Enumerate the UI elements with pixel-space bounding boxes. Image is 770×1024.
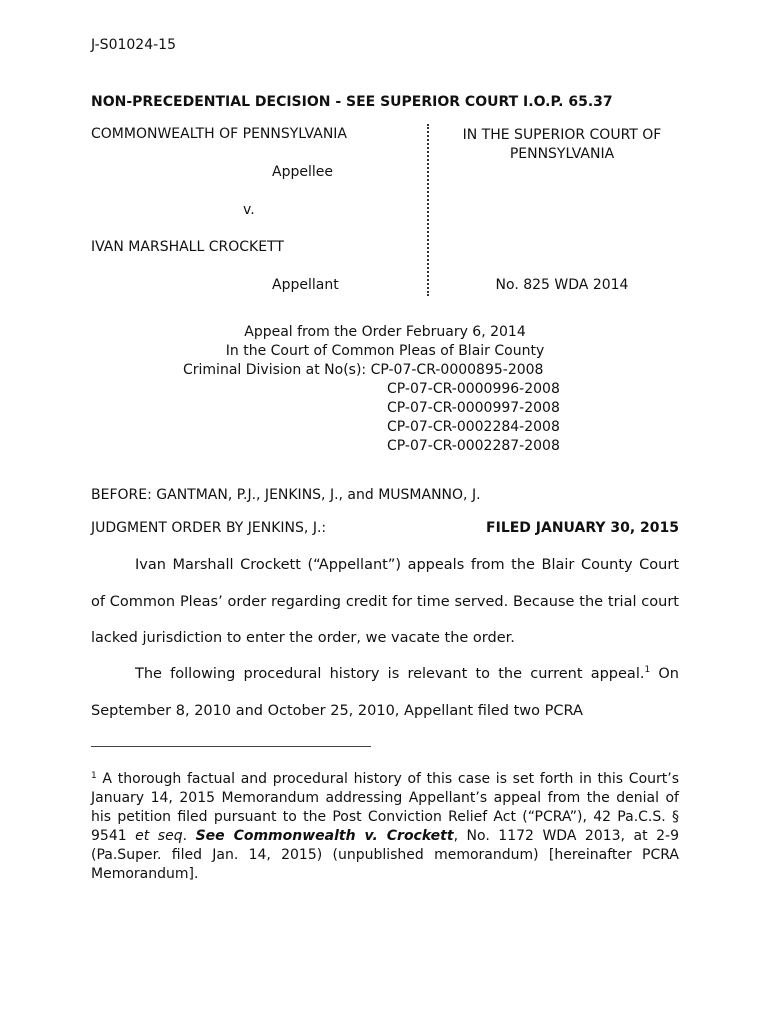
footnote-citation: See Commonwealth v. Crockett xyxy=(195,828,454,844)
footnote-text-c: , No. 1172 WDA 2013, at 2-9 (Pa.Super. filed Jan. 14, 2015) (unpublished memorandum) [hereinafter PCRA Memorandum]. xyxy=(91,828,679,882)
appellant-name: IVAN MARSHALL CROCKETT xyxy=(91,239,284,255)
judgment-author: JUDGMENT ORDER BY JENKINS, J.: xyxy=(91,520,327,536)
body-paragraph-1: Ivan Marshall Crockett (“Appellant”) appeals from the Blair County Court of Common Pleas’ order regarding credit for time served. Because the trial court lacked jurisdiction to enter the order, we vacate the order. xyxy=(91,557,679,646)
caption-divider xyxy=(427,124,429,296)
case-number: No. 825 WDA 2014 xyxy=(495,277,629,293)
appeal-line-1: Appeal from the Order February 6, 2014 xyxy=(244,324,526,340)
case-number-list xyxy=(387,380,560,456)
appellee-role: Appellee xyxy=(272,164,333,180)
case-number-item: CP-07-CR-0000997-2008 xyxy=(387,400,560,416)
footnote-marker: 1 xyxy=(91,771,97,781)
paragraph-2-start: The following procedural history is relevant to the current appeal. xyxy=(135,666,645,682)
footnote-text-b: . xyxy=(182,828,196,844)
case-number-item: CP-07-CR-0000996-2008 xyxy=(387,381,560,397)
before-panel: BEFORE: GANTMAN, P.J., JENKINS, J., and MUSMANNO, J. xyxy=(91,487,481,503)
appellant-role: Appellant xyxy=(272,277,339,293)
filed-date: FILED JANUARY 30, 2015 xyxy=(486,520,679,536)
appeal-line-2: In the Court of Common Pleas of Blair County xyxy=(225,343,545,359)
footnote-et-seq: et seq xyxy=(135,828,183,844)
footnote-reference[interactable]: 1 xyxy=(644,665,651,675)
footnote-text-a: A thorough factual and procedural history of this case is set forth in this Court’s January 14, 2015 Memorandum addressing Appellant’s appeal from the denial of his petition filed pursuant to the Post Conviction Relief Act (“PCRA”), 42 Pa.C.S. § 9541 xyxy=(91,771,679,844)
decision-header: NON-PRECEDENTIAL DECISION - SEE SUPERIOR COURT I.O.P. 65.37 xyxy=(91,94,613,110)
versus: v. xyxy=(243,202,255,218)
appeal-info xyxy=(0,323,770,361)
footnote-1 xyxy=(91,770,679,884)
appellee-name: COMMONWEALTH OF PENNSYLVANIA xyxy=(91,126,348,142)
footnote-separator xyxy=(91,746,371,747)
body-paragraph-2 xyxy=(91,656,679,729)
appeal-line-3: Criminal Division at No(s): CP-07-CR-0000895-2008 xyxy=(183,362,544,378)
court-name: IN THE SUPERIOR COURT OF PENNSYLVANIA xyxy=(462,127,662,162)
docket-number: J-S01024-15 xyxy=(91,37,176,53)
case-number-item: CP-07-CR-0002284-2008 xyxy=(387,419,560,435)
paragraph-2-end: On September 8, 2010 and October 25, 2010, Appellant filed two PCRA xyxy=(91,666,679,719)
case-number-item: CP-07-CR-0002287-2008 xyxy=(387,438,560,454)
